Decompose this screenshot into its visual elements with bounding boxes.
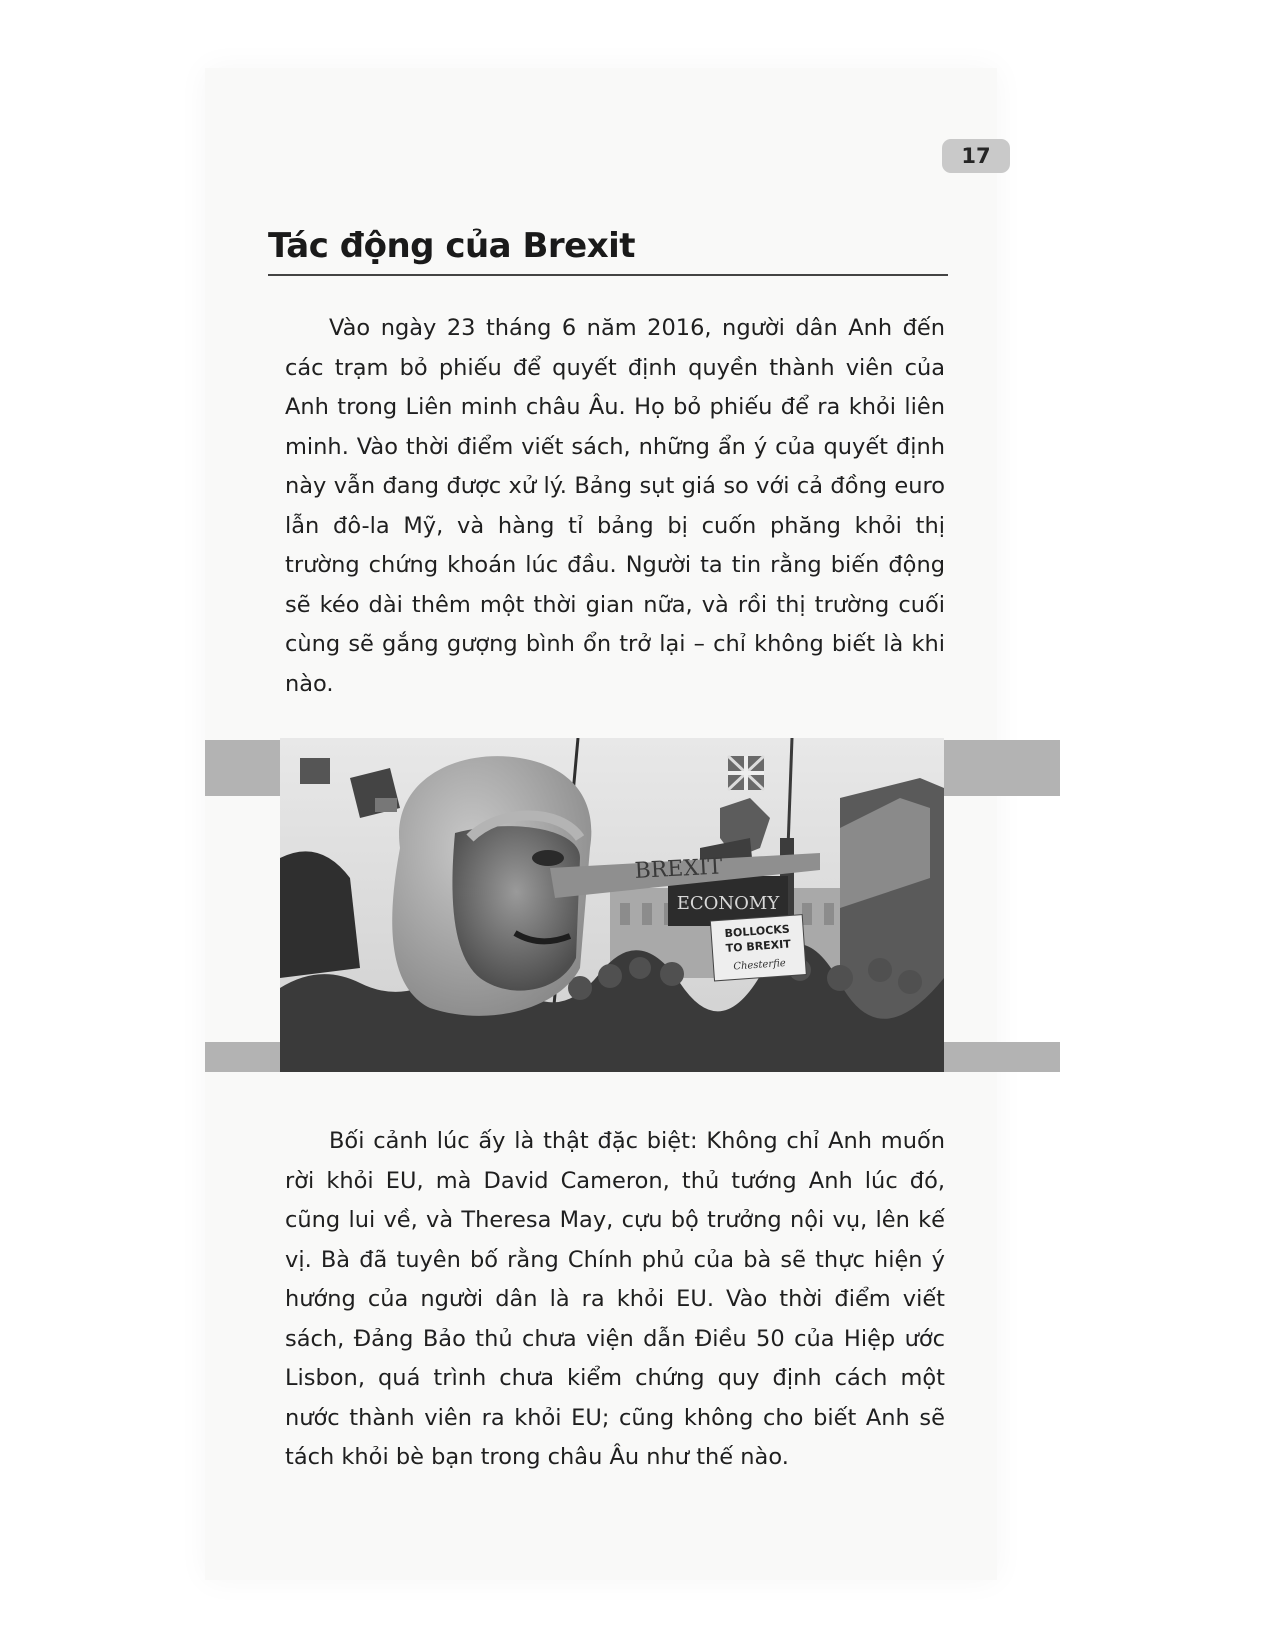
title-underline	[268, 274, 948, 276]
photo-band-top-left	[205, 740, 280, 796]
placard-line-2: TO BREXIT	[725, 937, 792, 956]
section-title: Tác động của Brexit	[268, 226, 636, 266]
economy-sign: ECONOMY	[676, 893, 780, 914]
placard-line-1: BOLLOCKS	[724, 922, 791, 941]
photo-band-top-right	[944, 740, 1060, 796]
paragraph-2	[285, 1122, 945, 1478]
page-number: 17	[942, 139, 1010, 173]
photo-band-bottom-right	[944, 1042, 1060, 1072]
paragraph-2-text: Bối cảnh lúc ấy là thật đặc biệt: Không chỉ Anh muốn rời khỏi EU, mà David Cameron, thủ tướng Anh lúc đó, cũng lui về, và Theresa May, cựu bộ trưởng nội vụ, lên kế vị. Bà đã tuyên bố rằng Chính phủ của bà sẽ thực hiện ý hướng của người dân là ra khỏi EU. Vào thời điểm viết sách, Đảng Bảo thủ chưa viện dẫn Điều 50 của Hiệp ước Lisbon, quá trình chưa kiểm chứng quy định cách một nước thành viên ra khỏi EU; cũng không cho biết Anh sẽ tách khỏi bè bạn trong châu Âu như thế nào.	[285, 1128, 945, 1470]
paragraph-1-text: Vào ngày 23 tháng 6 năm 2016, người dân Anh đến các trạm bỏ phiếu để quyết định quyền thành viên của Anh trong Liên minh châu Âu. Họ bỏ phiếu để ra khỏi liên minh. Vào thời điểm viết sách, những ẩn ý của quyết định này vẫn đang được xử lý. Bảng sụt giá so với cả đồng euro lẫn đô-la Mỹ, và hàng tỉ bảng bị cuốn phăng khỏi thị trường chứng khoán lúc đầu. Người ta tin rằng biến động sẽ kéo dài thêm một thời gian nữa, và rồi thị trường cuối cùng sẽ gắng gượng bình ổn trở lại – chỉ không biết là khi nào.	[285, 315, 945, 697]
photo-band-bottom-left	[205, 1042, 280, 1072]
placard-line-3: Chesterfie	[733, 957, 787, 973]
photo-illustration	[280, 738, 944, 1072]
paragraph-1	[285, 309, 945, 704]
nose-label: BREXIT	[634, 854, 724, 884]
brexit-protest-photo	[280, 738, 944, 1072]
placard	[710, 915, 806, 981]
